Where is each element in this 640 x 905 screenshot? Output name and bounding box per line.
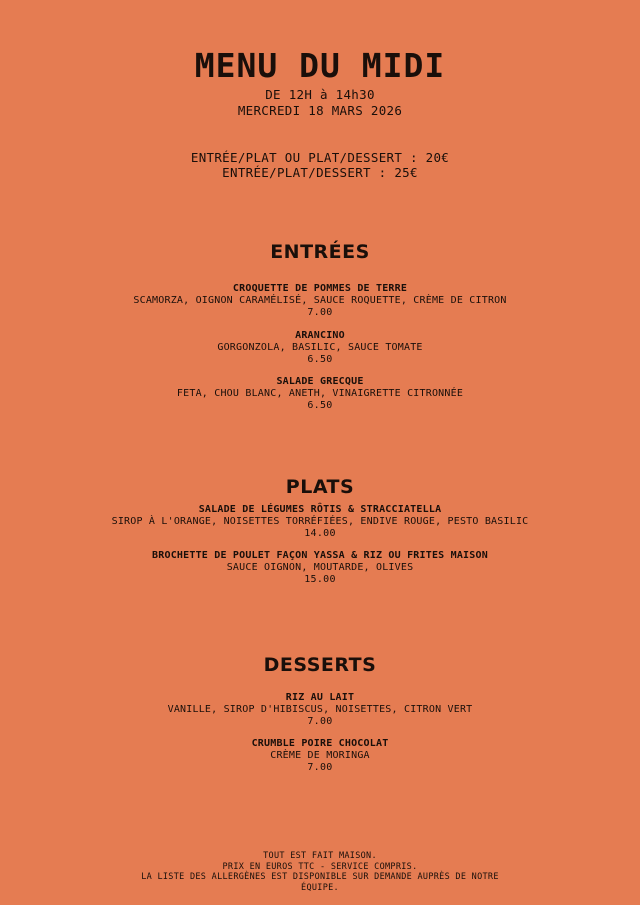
formula-three-courses: ENTRÉE/PLAT/DESSERT : 25€: [222, 165, 418, 180]
footer-notes: [130, 851, 510, 893]
dish-description: SIROP À L'ORANGE, NOISETTES TORRÉFIÉES, ENDIVE ROUGE, PESTO BASILIC: [111, 516, 529, 527]
dish-item: [0, 330, 640, 366]
dish-description: FETA, CHOU BLANC, ANETH, VINAIGRETTE CITRONNÉE: [176, 388, 464, 399]
service-hours: DE 12H à 14h30: [265, 87, 375, 102]
menu-title: MENU DU MIDI: [194, 46, 446, 85]
dish-name: CRUMBLE POIRE CHOCOLAT: [251, 738, 389, 749]
dish-description: GORGONZOLA, BASILIC, SAUCE TOMATE: [217, 342, 423, 353]
dish-price: 6.50: [307, 354, 333, 365]
dish-price: 7.00: [307, 716, 333, 727]
dish-item: [0, 550, 640, 586]
formula-two-courses: ENTRÉE/PLAT OU PLAT/DESSERT : 20€: [190, 150, 450, 165]
dish-item: [0, 738, 640, 774]
dish-name: BROCHETTE DE POULET FAÇON YASSA & RIZ OU FRITES MAISON: [152, 550, 488, 561]
dish-description: SCAMORZA, OIGNON CARAMÉLISÉ, SAUCE ROQUETTE, CRÈME DE CITRON: [133, 295, 507, 306]
menu-date: MERCREDI 18 MARS 2026: [237, 103, 403, 118]
footer-homemade: TOUT EST FAIT MAISON.: [263, 851, 377, 861]
dish-item: [0, 376, 640, 412]
footer-prices: PRIX EN EUROS TTC - SERVICE COMPRIS.: [222, 861, 418, 872]
dish-price: 7.00: [307, 762, 333, 773]
section-title-desserts: DESSERTS: [263, 654, 377, 676]
dish-price: 6.50: [307, 400, 333, 411]
section-title-entrees: ENTRÉES: [270, 241, 370, 263]
dish-item: [0, 692, 640, 728]
dish-item: [0, 504, 640, 540]
footer-allergens: LA LISTE DES ALLERGÈNES EST DISPONIBLE SUR DEMANDE AUPRÈS DE NOTRE ÉQUIPE.: [141, 872, 499, 893]
dish-name: SALADE GRECQUE: [276, 376, 364, 387]
dish-name: CROQUETTE DE POMMES DE TERRE: [232, 283, 408, 294]
dish-description: SAUCE OIGNON, MOUTARDE, OLIVES: [226, 562, 414, 573]
section-title-plats: PLATS: [285, 476, 355, 498]
dish-description: CRÈME DE MORINGA: [270, 750, 370, 761]
dish-price: 15.00: [304, 574, 336, 585]
dish-name: RIZ AU LAIT: [285, 692, 355, 703]
dish-price: 14.00: [304, 528, 336, 539]
dish-name: ARANCINO: [295, 330, 345, 341]
dish-description: VANILLE, SIROP D'HIBISCUS, NOISETTES, CITRON VERT: [167, 704, 473, 715]
dish-item: [0, 283, 640, 319]
dish-name: SALADE DE LÉGUMES RÔTIS & STRACCIATELLA: [198, 504, 442, 515]
dish-price: 7.00: [307, 307, 333, 318]
